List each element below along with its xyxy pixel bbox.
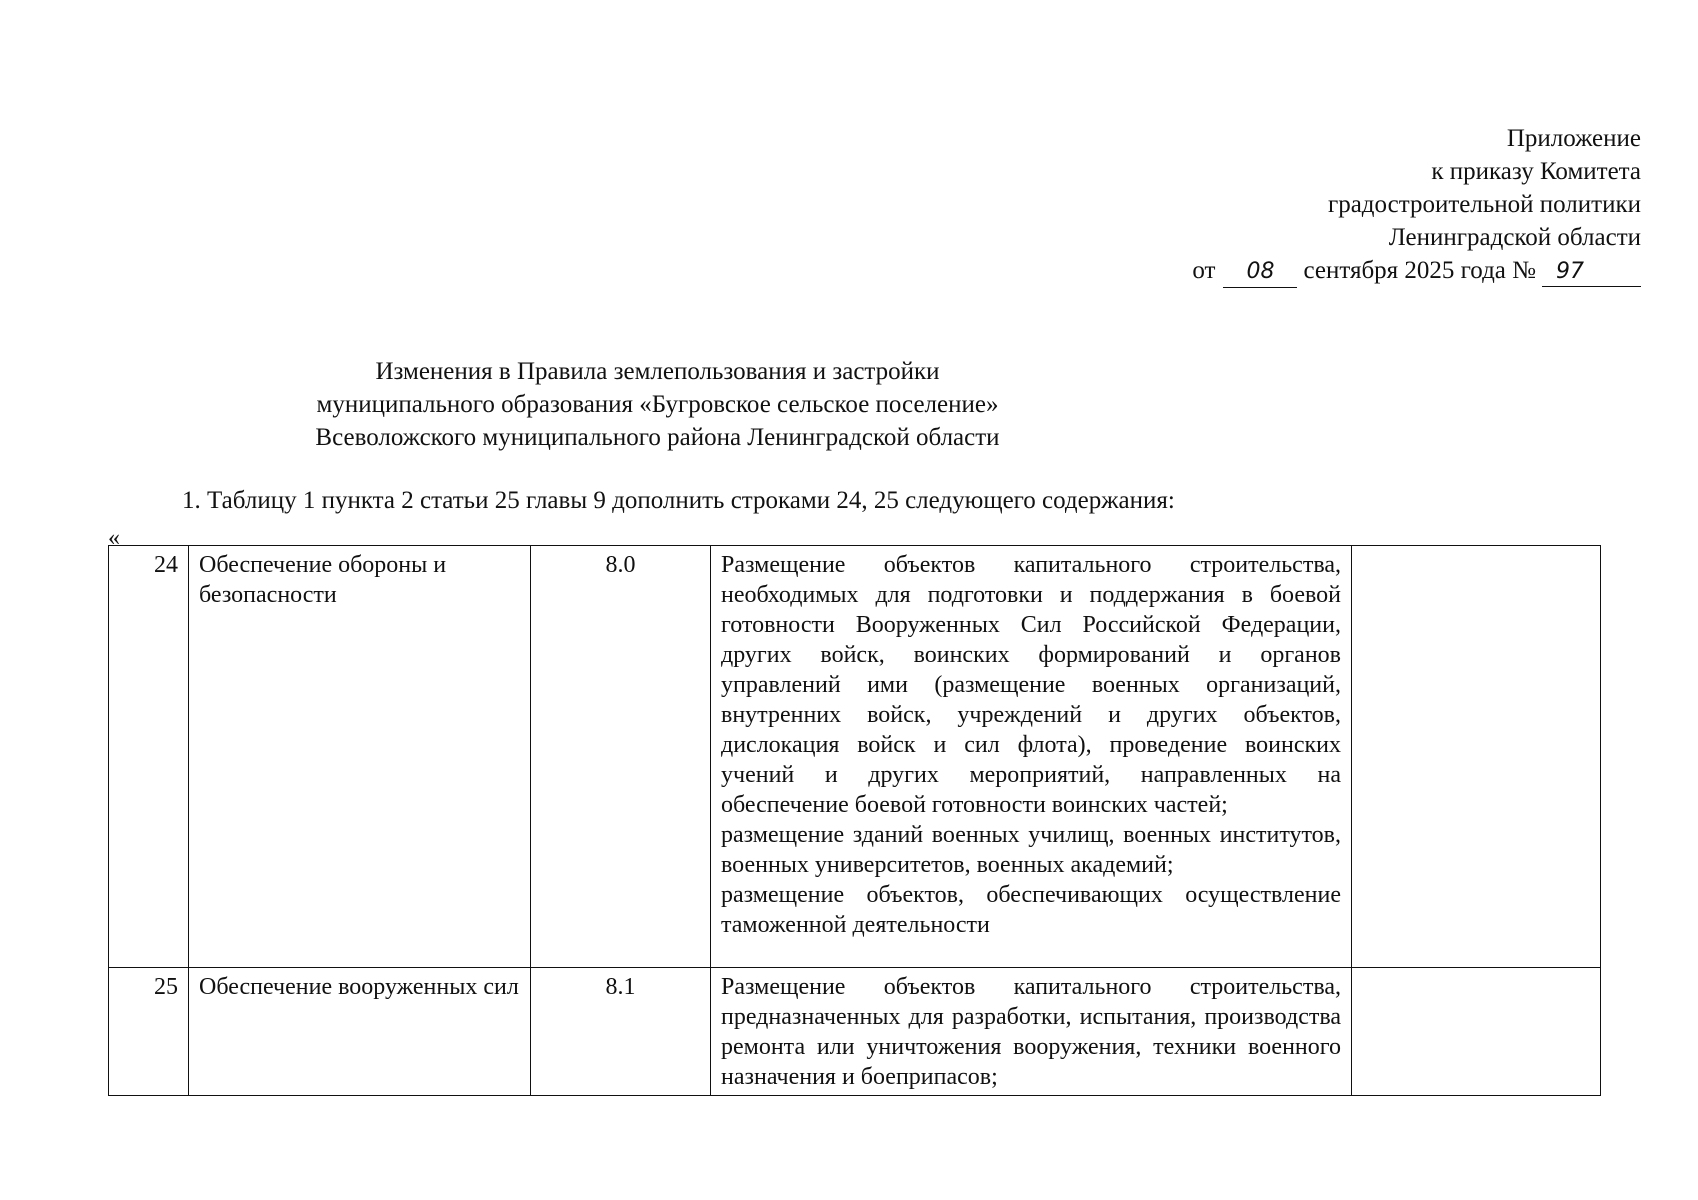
date-middle: сентября 2025 года № xyxy=(1303,257,1536,284)
changes-table xyxy=(108,545,1601,1096)
attachment-label: Приложение xyxy=(1506,125,1641,152)
row-number: 25 xyxy=(109,968,189,1096)
extra-cell xyxy=(1352,546,1601,968)
handwritten-day: 08 xyxy=(1223,259,1297,288)
title-line-3: Всеволожского муниципального района Ленинградской области xyxy=(315,424,1000,451)
table-row xyxy=(109,546,1601,968)
date-prefix: от xyxy=(1192,257,1216,284)
attachment-committee: градостроительной политики xyxy=(1327,191,1641,218)
extra-cell xyxy=(1352,968,1601,1096)
attachment-header xyxy=(941,122,1641,287)
title-line-1: Изменения в Правила землепользования и застройки xyxy=(375,358,940,385)
handwritten-order-number: 97 xyxy=(1542,259,1641,287)
description-paragraph: Размещение объектов капитального строительства, предназначенных для разработки, испытания, производства ремонта или уничтожения вооружения, техники военного назначения и боеприпасов; xyxy=(721,974,1341,1090)
attachment-order-ref: к приказу Комитета xyxy=(1431,158,1641,185)
intro-paragraph: 1. Таблицу 1 пункта 2 статьи 25 главы 9 дополнить строками 24, 25 следующего содержания: xyxy=(182,487,1175,514)
attachment-region: Ленинградской области xyxy=(1388,224,1641,251)
use-name: Обеспечение обороны и безопасности xyxy=(189,546,531,968)
attachment-date-line xyxy=(941,254,1641,287)
use-description xyxy=(711,546,1352,968)
row-number: 24 xyxy=(109,546,189,968)
description-paragraph: Размещение объектов капитального строительства, необходимых для подготовки и поддержания в боевой готовности Вооруженных Сил Российской Федерации, других войск, воинских формирований и органов управлений ими (размещение военных организаций, внутренних войск, учреждений и других объектов, дислокация войск и сил флота), проведение воинских учений и других мероприятий, направленных на обеспечение боевой готовности воинских частей; xyxy=(721,552,1341,818)
title-line-2: муниципального образования «Бугровское сельское поселение» xyxy=(316,391,999,418)
description-paragraph: размещение зданий военных училищ, военных институтов, военных университетов, военных академий; xyxy=(721,822,1341,878)
use-code: 8.1 xyxy=(531,968,711,1096)
use-code: 8.0 xyxy=(531,546,711,968)
description-paragraph: размещение объектов, обеспечивающих осуществление таможенной деятельности xyxy=(721,882,1341,938)
table-row xyxy=(109,968,1601,1096)
document-title xyxy=(0,355,1315,454)
use-description xyxy=(711,968,1352,1096)
open-quote-mark: « xyxy=(108,525,120,551)
use-name: Обеспечение вооруженных сил xyxy=(189,968,531,1096)
